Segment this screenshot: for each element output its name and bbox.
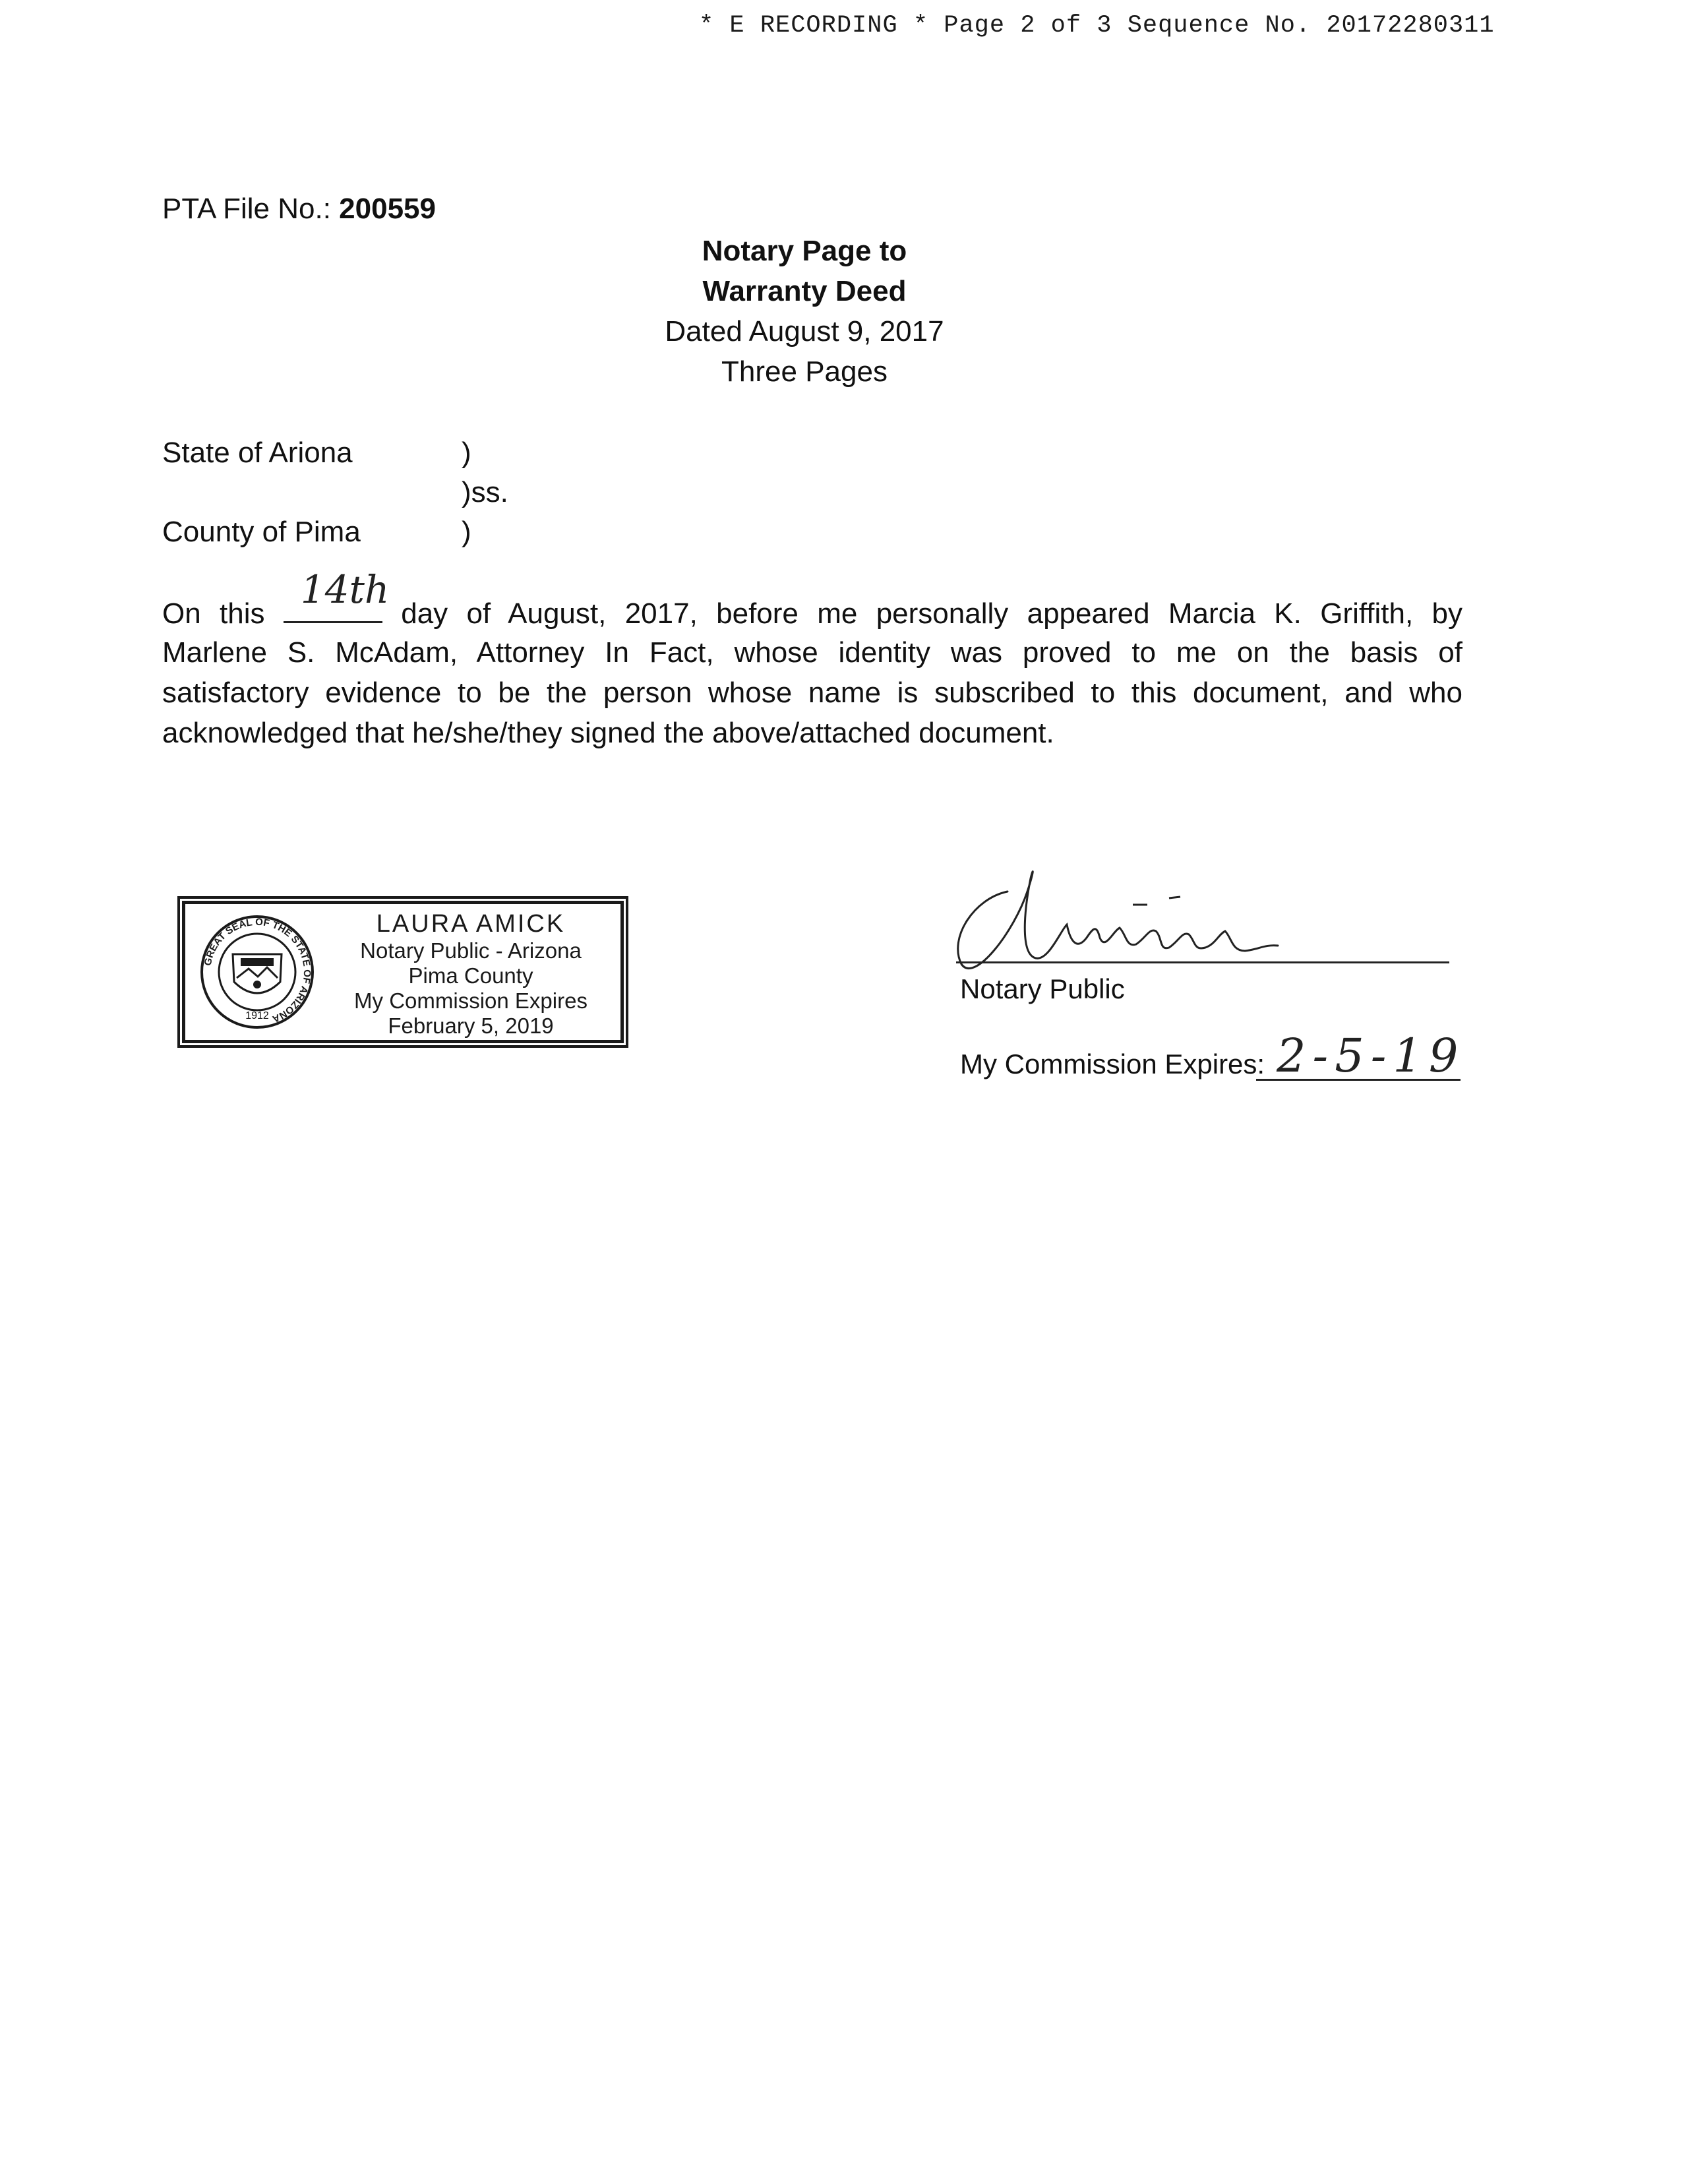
stamp-notary-name: LAURA AMICK <box>376 910 566 938</box>
state-seal-icon <box>198 913 316 1031</box>
stamp-text <box>329 909 613 1039</box>
acknowledgment-line-2: Marlene S. McAdam, Attorney In Fact, whose identity was proved to me on the basis of <box>162 636 1462 669</box>
commission-expires-handwritten: 2-5-19 <box>1277 1029 1465 1083</box>
venue-paren-2: ) <box>462 516 471 548</box>
recording-header: * E RECORDING * Page 2 of 3 Sequence No. 20172280311 <box>699 12 1495 40</box>
file-number <box>162 193 436 226</box>
venue-paren-1: ) <box>462 437 471 469</box>
commission-expires-blank <box>1256 1079 1461 1081</box>
day-handwritten: 14th <box>300 567 390 612</box>
notary-signature <box>935 852 1304 984</box>
stamp-notary-title: Notary Public - Arizona <box>360 938 582 963</box>
title-line-2: Warranty Deed <box>702 275 907 307</box>
svg-text:GREAT SEAL OF THE STATE OF ARI: GREAT SEAL OF THE STATE OF ARIZONA <box>202 916 313 1025</box>
file-number-label: PTA File No.: <box>162 193 331 225</box>
svg-text:1912: 1912 <box>245 1010 269 1021</box>
file-number-value: 200559 <box>339 193 436 225</box>
acknowledgment-line-1-rest: day of August, 2017, before me personally appeared Marcia K. Griffith, by <box>401 597 1463 630</box>
on-this-text: On this <box>162 597 265 630</box>
signature-line <box>956 961 1449 963</box>
document-title <box>593 231 1015 392</box>
stamp-expiry-date: February 5, 2019 <box>388 1014 554 1038</box>
acknowledgment-line-3: satisfactory evidence to be the person whose name is subscribed to this document, and who <box>162 677 1462 709</box>
notary-stamp <box>182 901 624 1043</box>
acknowledgment-line-1 <box>162 567 1463 632</box>
day-blank <box>284 567 390 623</box>
title-line-1: Notary Page to <box>702 235 907 267</box>
title-line-4: Three Pages <box>721 355 888 388</box>
venue-state: State of Ariona <box>162 437 353 469</box>
title-line-3: Dated August 9, 2017 <box>665 315 944 348</box>
commission-expires-label: My Commission Expires: <box>960 1048 1265 1079</box>
venue-ss: )ss. <box>462 476 508 508</box>
venue-county: County of Pima <box>162 516 361 548</box>
notary-public-label: Notary Public <box>960 973 1125 1004</box>
acknowledgment-line-4: acknowledged that he/she/they signed the above/attached document. <box>162 717 1054 749</box>
acknowledgment-paragraph <box>162 567 1463 753</box>
stamp-commission: My Commission Expires <box>354 988 588 1013</box>
stamp-county: Pima County <box>408 963 533 988</box>
